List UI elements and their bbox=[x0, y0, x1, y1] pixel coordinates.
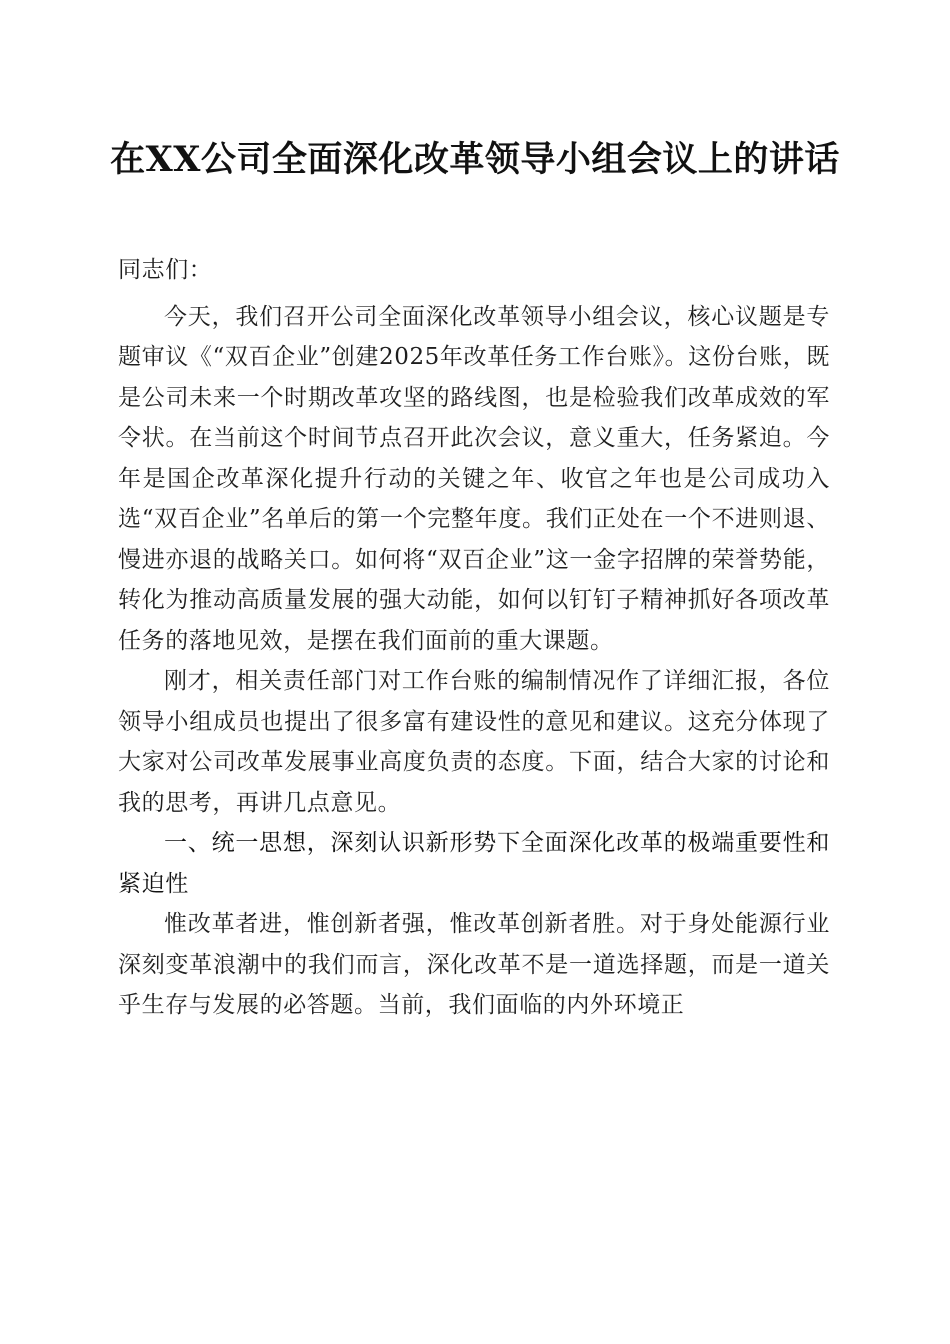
salutation: 同志们： bbox=[118, 257, 213, 283]
paragraph-opening: 今天，我们召开公司全面深化改革领导小组会议，核心议题是专题审议《“双百企业”创建2025年改革任务工作台账》。这份台账，既是公司未来一个时期改革攻坚的路线图，也是检验我们改革成效的军令状。在当前这个时间节点召开此次会议，意义重大，任务紧迫。今年是国企改革深化提升行动的关键之年、收官之年也是公司成功入选“双百企业”名单后的第一个完整年度。我们正处在一个不进则退、慢进亦退的战略关口。如何将“双百企业”这一金字招牌的荣誉势能，转化为推动高质量发展的强大动能，如何以钉钉子精神抓好各项改革任务的落地见效，是摆在我们面前的重大课题。 bbox=[118, 303, 830, 654]
document-title: 在XX公司全面深化改革领导小组会议上的讲话 bbox=[110, 139, 840, 180]
paragraph-summary: 刚才，相关责任部门对工作台账的编制情况作了详细汇报，各位领导小组成员也提出了很多富有建设性的意见和建议。这充分体现了大家对公司改革发展事业高度负责的态度。下面，结合大家的讨论和我的思考，再讲几点意见。 bbox=[118, 668, 830, 816]
section-heading: 一、统一思想，深刻认识新形势下全面深化改革的极端重要性和紧迫性 bbox=[118, 830, 830, 897]
document-body bbox=[118, 250, 830, 1026]
section-paragraph: 惟改革者进，惟创新者强，惟改革创新者胜。对于身处能源行业深刻变革浪潮中的我们而言，深化改革不是一道选择题，而是一道关乎生存与发展的必答题。当前，我们面临的内外环境正 bbox=[118, 911, 830, 1018]
